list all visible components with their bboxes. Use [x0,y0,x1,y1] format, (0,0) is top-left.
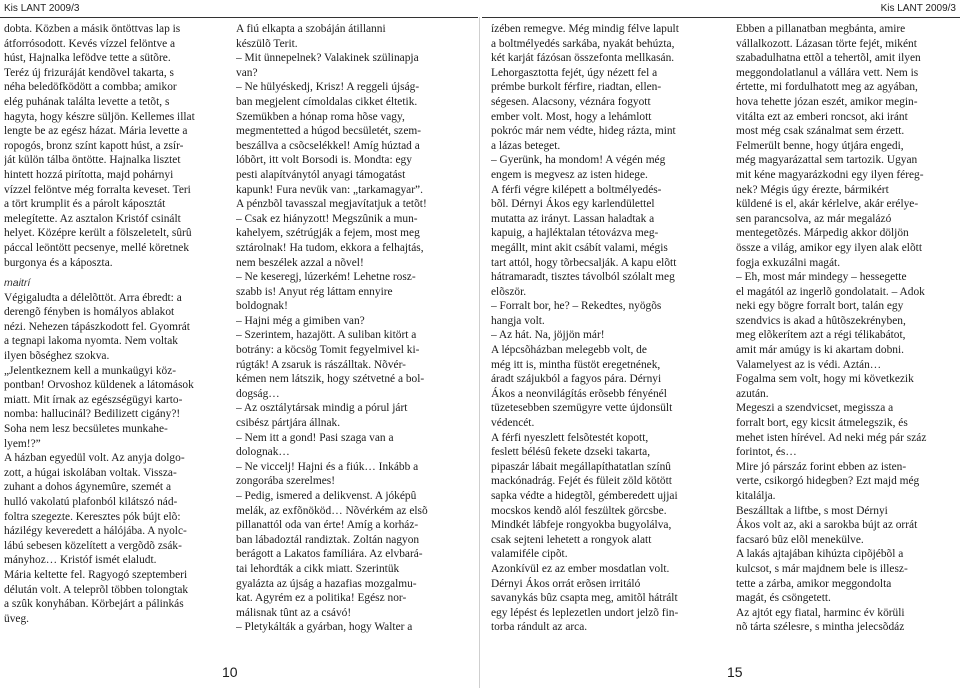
text-line: hintett hozzá pirította, majd pohárnyi [4,168,174,181]
text-line: kulcsot, s már majdnem bele is illesz- [736,562,908,575]
text-line: Dérnyi Ákos orrát erõsen irritáló [491,577,641,590]
text-line: neki egy bögre forralt bort, talán egy [736,300,904,313]
running-header-right [881,3,956,14]
text-line: mutatta az irányt. Lassan haladtak a [491,212,655,225]
text-line: nem beszélek azzal a nõvel! [236,256,364,269]
text-line: feslett bélésû fekete dzseki takarta, [491,446,651,459]
header-brand: LANT 2009/3 [20,3,80,14]
text-line: ropogós, bronz színt kapott húst, a zsír- [4,139,184,152]
text-line: mackónadrág. Fejét és füleit zöld kötött [491,475,672,488]
text-line: zuhant a dohos ágynemûre, szemét a [4,481,171,494]
text-line: el magától az ingerlõ gondolatait. – Adok [736,285,925,298]
text-line: Lehorgasztotta fejét, úgy nézett fel a [491,66,658,79]
text-line: A pénzbõl tavasszal megjavítatjuk a tetõt! [236,198,427,211]
text-line: nomba: hallucinál? Bedilizett cigány?! [4,408,181,421]
text-line: mentegetõzés. Márpedig akkor döljön [736,227,909,240]
text-line: magát, és csöngetett. [736,592,831,605]
text-line: Mire jó párszáz forint ebben az isten- [736,460,907,473]
text-line: kitalálja. [736,490,776,502]
text-line: Mindkét lábfeje rongyokba bugyolálva, [491,519,672,532]
text-line: – Az hát. Na, jöjjön már! [491,329,605,342]
text-line: vízzel felöntve még forralta keveset. Teri [4,183,191,196]
text-line: néha beledöfködött a combba; amikor [4,81,177,94]
text-line: Soha nem lesz becsületes munkahe- [4,423,168,436]
text-line: a tört krumplit és a párolt káposztát [4,198,166,211]
text-line: megmentetted a húgod becsületét, szem- [236,125,422,138]
text-line: hulló vakolatú plafonból kilátszó nád- [4,496,178,508]
text-line: csibész pártjára állnak. [236,417,341,430]
text-line: össze a világ, amikor egy ilyen alak elõtt [736,241,922,254]
text-line: Az ajtót egy fiatal, harminc év körüli [736,606,905,619]
text-line: A lakás ajtajában kihúzta cipõjébõl a [736,548,904,561]
text-line: zott, a húgai iskolában voltak. Vissza- [4,466,177,479]
text-line: kat. Agyrém ez a politika! Egész nor- [236,592,407,605]
text-line: Ákos a neonvilágítás erõsebb fényénél [491,387,667,400]
text-line: Teréz új frizuráját kendõvel takarta, s [4,66,174,79]
text-line: beszállva a csõcselékkel! Amíg húztad a [236,139,420,152]
text-line: a boltmélyedés sarkába, nyakát behúzta, [491,37,675,50]
text-line: küldené is el, akár kérlelve, akár erélye- [736,198,919,211]
text-line: pipaszár lábait megállapíthatatlan színû [491,460,671,473]
text-line: Mária keltette fel. Ragyogó szeptemberi [4,568,188,581]
text-line: pontban! Orvoshoz küldenek a látomások [4,379,194,392]
text-line: – Nem itt a gond! Pasi szaga van a [236,431,394,444]
text-column-2 [236,22,468,652]
text-line: két karját fázósan összefonta mellkasán. [491,52,675,65]
text-line: pillanattól oda van érte! Amíg a korház- [236,519,419,532]
running-header-left [4,3,79,14]
text-line: sztárolnak! Ha tudom, ekkora a felhajtás, [236,241,424,254]
header-prefix: Kis [4,3,18,14]
text-line: forintot, és… [736,446,797,459]
text-line: gyalázta az újság a hazafias mozgalmu- [236,577,417,590]
text-column-3 [491,22,724,652]
text-line: berágott a Lakatos famíliára. Az elvbará- [236,548,423,561]
text-line: burgonya és a káposzta. [4,256,113,269]
text-line: a tegnapi lakoma nyomta. Nem voltak [4,335,178,348]
header-rule-right [482,17,960,18]
text-line: – Az osztálytársak mindig a pórul járt [236,402,408,415]
text-line: – Szerintem, hazajött. A suliban kitört a [236,329,417,342]
text-line: Végigaludta a délelõttöt. Arra ébredt: a [4,291,182,304]
text-line: – Forralt bor, he? – Rekedtes, nyögõs [491,300,662,313]
text-column-4 [736,22,956,652]
text-line: – Eh, most már mindegy – hessegette [736,271,907,284]
text-line: értette, mi fordulhatott meg az agyában, [736,81,918,94]
text-line: verte, csikorgó hidegben? Ezt majd még [736,475,920,488]
text-line: mányhoz… Kristóf ismét elaludt. [4,554,157,567]
text-line: foltra szegezte. Keresztes pók bújt elõ: [4,510,181,523]
text-line: – Ne hülyéskedj, Krisz! A reggeli újság- [236,81,420,94]
text-line: rúgták! A zsaruk is rászálltak. Nõvér- [236,358,406,371]
text-line: – Pedig, ismered a delikvenst. A jóképû [236,490,417,502]
text-line: zongorába szerelmes! [236,475,335,488]
text-line: kapuig, a hajléktalan tétovázva meg- [491,227,659,240]
text-line: ban lábadoztál randiztak. Zoltán nagyon [236,533,420,546]
text-line: Valamelyest az is védi. Aztán… [736,358,882,371]
text-line: amit már amúgy is ki akartam dobni. [736,344,904,357]
text-line: készülõ Terit. [236,37,298,50]
text-line: még magyarázattal sem tartozik. Ugyan [736,154,918,167]
text-line: – Gyerünk, ha mondom! A végén még [491,154,666,167]
text-line: mehet isten hírével. Ad neki még pár száz [736,431,927,444]
text-line: tart attól, hogy tõrbecsalják. A kapu elõtt [491,256,677,269]
text-line: A lépcsõházban melegebb volt, de [491,344,647,357]
text-line: sen parancsolva, az már megalázó [736,212,892,225]
text-line: sapka védte a hidegtõl, gémberedett ujjai [491,490,678,502]
text-line: melegítette. Az asztalon Kristóf csinált [4,212,181,225]
text-line: kapunk! Fura nevük van: „tarkamagyar”. [236,183,423,196]
text-line: – Csak ez hiányzott! Megszûnik a mun- [236,212,418,225]
text-line: mit kéne magyarázkodni egy ilyen féreg- [736,168,924,181]
text-line: – Ne viccelj! Hajni és a fiúk… Inkább a [236,460,419,473]
text-line: vállalkozott. Lázasan törte fejét, miként [736,37,917,50]
text-line: nek? Mégis úgy érezte, bármikért [736,183,889,196]
text-line: a lázas beteget. [491,139,561,152]
text-line: lábú sebesen közelített a vergõdõ zsák- [4,539,182,552]
text-line: meg elõkerítem azt a régi télikabátot, [736,329,906,342]
text-line: áradt szájukból a fagyos pára. Dérnyi [491,373,662,386]
text-line: elég puhának találta levette a tetõt, s [4,95,170,108]
text-line: botrány: a köcsög Tomit fegyelmivel ki- [236,344,420,357]
text-line: délután volt. A teleprõl többen tolongtak [4,583,189,596]
text-line: dolognak… [236,446,290,459]
text-line: ját külön tálba öntötte. Hajnalka lisztet [4,154,181,167]
text-line: azután. [736,387,769,400]
text-line: hátramaradt, tisztes távolból szólalt meg [491,271,675,284]
text-line: Azonkívül ez az ember mosdatlan volt. [491,562,670,575]
text-line: tüzetesebben szemügyre vette újdonsült [491,402,673,415]
text-line: páccal leöntött pecsenye, mellé köretnek [4,241,190,254]
text-line: védencét. [491,417,535,430]
text-line: meggondolatlanul a vállára vett. Nem is [736,66,919,79]
text-line: – Mit ünnepelnek? Valakinek szülinapja [236,52,419,65]
text-line: ízében remegve. Még mindig félve lapult [491,23,679,35]
text-line: kémen nem látszik, hogy szétvetné a bol- [236,373,425,386]
text-line: most még csak szánalmat sem érzett. [736,125,905,138]
text-line: A házban egyedül volt. Az anyja dolgo- [4,452,185,465]
text-column-1 [4,22,226,652]
text-line: házilégy keveredett a hálójába. A nyolc- [4,525,187,538]
text-line: forralt bort, egy kicsit átmelegszik, és [736,417,908,430]
text-line: bõl. Dérnyi Ákos egy karlendülettel [491,198,655,211]
text-line: miatt. Mit írnak az egészségügyi karto- [4,393,183,406]
text-line: üveg. [4,612,29,625]
page-number-left: 10 [222,664,238,680]
text-line: elõször. [491,285,527,298]
text-line: A férfi nyeszlett felsõtestét kopott, [491,431,649,444]
text-line: kahelyem, szétrúgják a fejem, most meg [236,227,420,240]
text-line: pokróc már nem védte, hideg rázta, mint [491,125,676,138]
text-line: málisnak tûnt az a csávó! [236,606,352,619]
text-line: torba rándult az arca. [491,621,588,634]
text-line: a szûk konyhában. Körbejárt a pálinkás [4,598,184,611]
text-line: A férfi végre kilépett a boltmélyedés- [491,183,662,196]
text-line: engem is megvesz az isten hidege. [491,168,648,181]
text-line: valamiféle cipõt. [491,548,568,561]
header-rule-left [0,17,478,18]
text-line: ilyen bõséghez szokva. [4,350,110,363]
text-line: lyem!?” [4,437,41,450]
text-line: melák, az exfõnököd… Nõvérkém az elsõ [236,504,428,517]
text-line: hova tehette józan eszét, amikor megin- [736,95,918,108]
text-line: fogja exkuzálni magát. [736,256,841,269]
text-line: tai lehordták a cikk miatt. Szerintük [236,562,400,575]
text-line: nézi. Nehezen tápászkodott fel. Gyomrát [4,320,190,333]
text-line: Szemükben a hónap roma hõse vagy, [236,110,405,123]
text-line: ségesen. Alacsony, véznára fogyott [491,95,651,108]
text-line: ban megjelent címoldalas cikket éltetik. [236,95,418,108]
text-line: húst, Hajnalka lefödve tette a sütõre. [4,52,171,65]
text-line: savanykás bûz csapta meg, amitõl hátrált [491,592,678,605]
text-line: egy lépést és leplezetlen undort jelzõ fin- [491,606,679,619]
text-line: pesti alapítványtól anyagi támogatást [236,168,406,181]
text-line: átforrósodott. Kevés vízzel felöntve a [4,37,176,50]
text-line: mocskos kendõ alól feszültek görcsbe. [491,504,667,517]
page-gutter [479,17,480,688]
text-line: Beszálltak a liftbe, s most Dérnyi [736,504,888,517]
text-line: megállt, mint akit csábít valami, mégis [491,241,668,254]
text-line: Megeszi a szendvicset, megissza a [736,402,894,415]
text-line: A fiú elkapta a szobáján átillanni [236,23,386,35]
text-line: – Hajni még a gimiben van? [236,314,365,327]
text-line: – Ne keseregj, lúzerkém! Lehetne rosz- [236,271,416,284]
text-line: Felmerült benne, hogy útjára engedi, [736,139,904,152]
text-line: derengõ fényben is homályos ablakot [4,306,175,319]
text-line: szabadulhatna ettõl a tehertõl, amit ilyen [736,52,921,65]
text-line: hagyta, hogy készre süljön. Kellemes illat [4,110,195,123]
text-line: Ebben a pillanatban megbánta, amire [736,23,906,35]
text-line: Fogalma sem volt, hogy mi következik [736,373,914,386]
text-line: vitálta ezt az emberi roncsot, aki iránt [736,110,908,123]
section-title: maitrí [4,277,31,290]
text-line: ember volt. Most, hogy a lehámlott [491,110,652,123]
text-line: lengte be az egész házat. Mária levette a [4,125,188,138]
text-line: szabb is! Anyut rég láttam ennyire [236,285,393,298]
text-line: tette a zárba, amikor meggondolta [736,577,892,590]
text-line: még itt is, mintha füstöt eregetnének, [491,358,661,371]
text-line: prémbe burkolt férfire, riadtan, ellen- [491,81,662,94]
page-number-right: 15 [727,664,743,680]
text-line: szendvics is akad a hûtõszekrényben, [736,314,906,327]
text-line: van? [236,66,258,79]
text-line: dogság… [236,387,280,400]
text-line: helyet. Középre került a fölszeletelt, sûrû [4,227,192,240]
text-line: nõ tárta szélesre, s mintha jelecsõdáz [736,621,905,634]
header-brand: LANT 2009/3 [897,3,956,14]
header-prefix: Kis [880,3,895,14]
text-line: „Jelentkeznem kell a munkaügyi köz- [4,364,177,377]
text-line: – Pletykálták a gyárban, hogy Walter a [236,621,413,634]
text-line: facsaró bûz elõl menekülve. [736,533,864,546]
text-line: lóbõrt, itt volt Borsodi is. Mondta: egy [236,154,412,167]
text-line: dobta. Közben a másik öntöttvas lap is [4,23,181,35]
text-line: hangja volt. [491,314,545,327]
text-line: Ákos volt az, aki a sarokba bújt az orrát [736,519,918,532]
text-line: boldognak! [236,300,288,313]
text-line: csak sejteni lehetett a rongyok alatt [491,533,652,546]
